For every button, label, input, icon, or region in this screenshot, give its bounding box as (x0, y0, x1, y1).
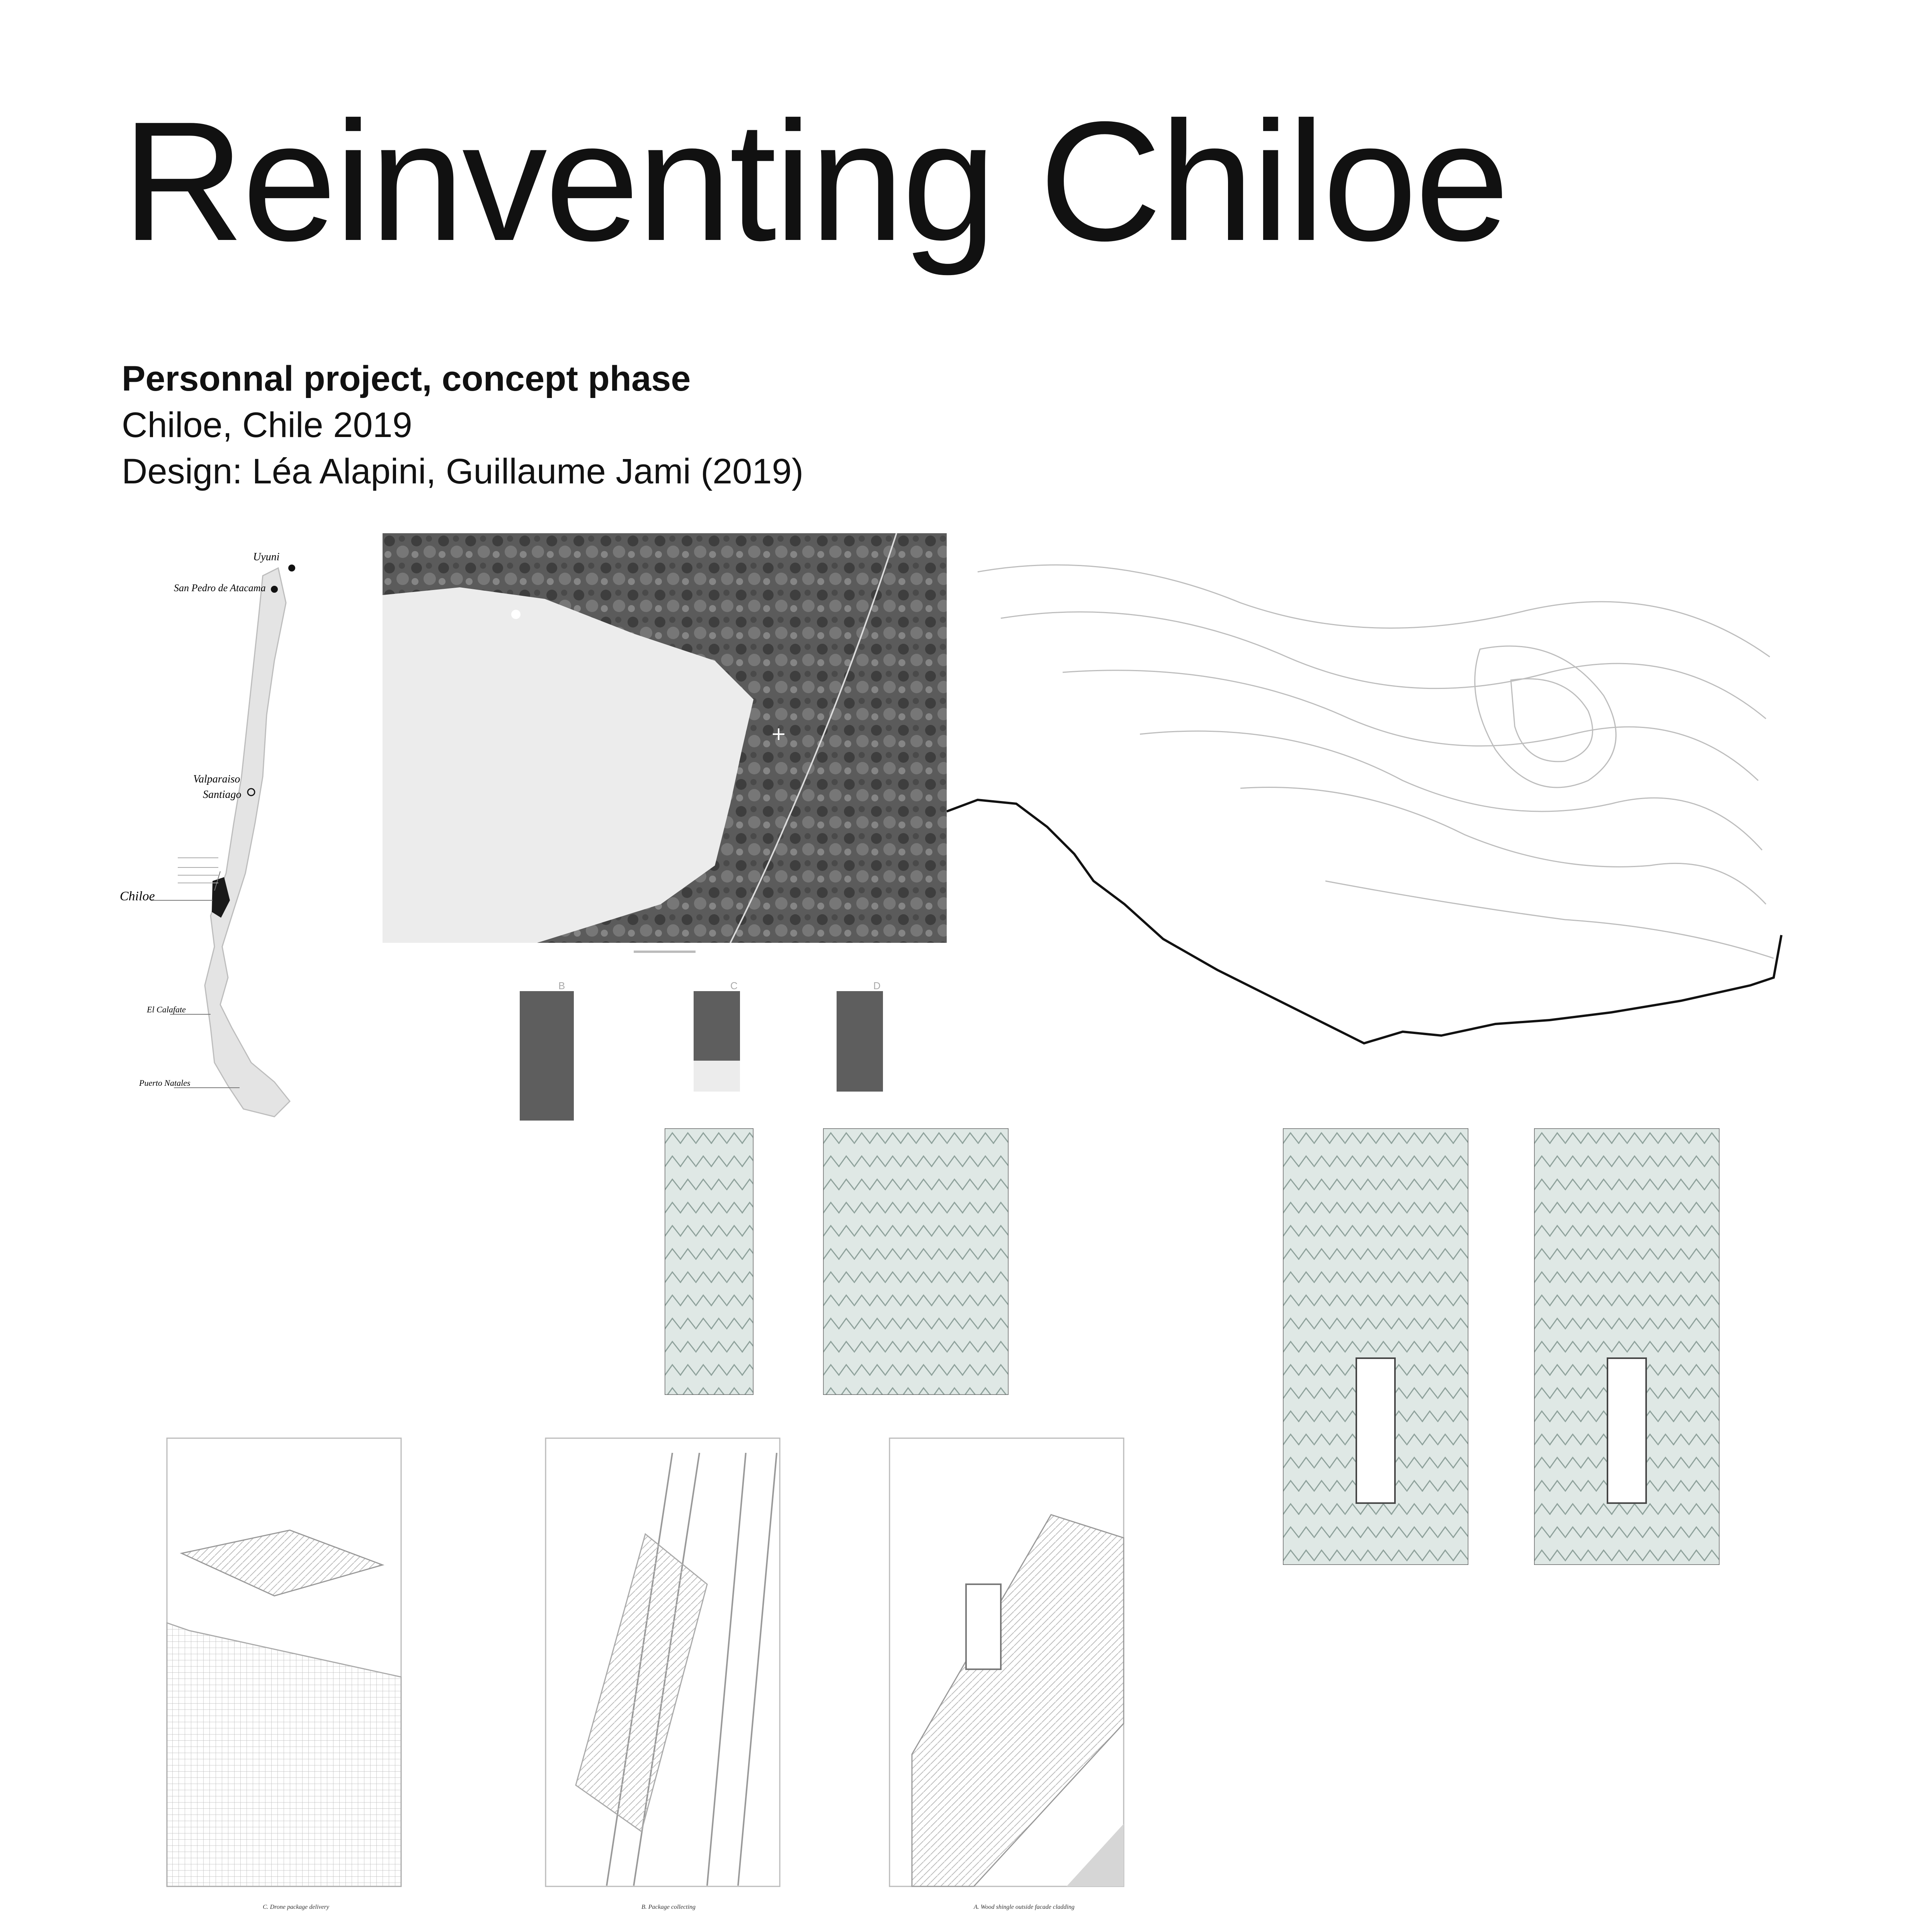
project-credits: Design: Léa Alapini, Guillaume Jami (2019) (122, 452, 804, 491)
facade-panel-3 (1283, 1128, 1468, 1565)
coastline (947, 800, 1781, 1043)
aerial-caption-rule (634, 951, 696, 953)
facade-panel-2 (823, 1128, 1009, 1395)
detail-drone-delivery (166, 1437, 402, 1917)
puerto-natales-label: Puerto Natales (139, 1078, 191, 1088)
caption-package-collecting: B. Package collecting (641, 1904, 696, 1910)
window-opening (1607, 1358, 1646, 1503)
strip-d-label: D (873, 981, 881, 992)
santiago-label: Santiago (203, 789, 242, 801)
san-pedro-label: San Pedro de Atacama (174, 582, 266, 594)
strip-b-label: B (558, 981, 565, 992)
aerial-map (383, 533, 947, 943)
project-meta (122, 355, 803, 495)
chiloe-label: Chiloe (120, 889, 155, 903)
strip-c (692, 981, 750, 1097)
valparaiso-label: Valparaiso (193, 773, 240, 785)
uyuni-label: Uyuni (253, 551, 280, 563)
window-opening (1356, 1358, 1395, 1503)
el-calafate-label: El Calafate (147, 1005, 186, 1014)
chile-map-drawing (116, 514, 356, 1140)
strip-d (835, 981, 893, 1097)
strip-c-label: C (730, 981, 738, 992)
chile-map (116, 514, 356, 1140)
detail-package-collecting (545, 1437, 781, 1917)
aerial-map-drawing (383, 533, 947, 943)
chile-outline (205, 568, 290, 1117)
facade-panel-4 (1534, 1128, 1720, 1565)
project-location: Chiloe, Chile 2019 (122, 405, 412, 445)
terrain-section (947, 533, 1789, 1059)
uyuni-dot (288, 565, 295, 571)
caption-shingle-cladding: A. Wood shingle outside facade cladding (974, 1904, 1075, 1910)
san-pedro-dot (271, 586, 278, 593)
detail-shingle-cladding (889, 1437, 1124, 1917)
page-title: Reinventing Chiloe (122, 87, 1507, 276)
terrain-section-drawing (947, 533, 1789, 1059)
project-type: Personnal project, concept phase (122, 359, 691, 398)
facade-panel-1 (665, 1128, 754, 1395)
caption-drone-delivery: C. Drone package delivery (263, 1904, 329, 1910)
strip-b (518, 981, 576, 1124)
